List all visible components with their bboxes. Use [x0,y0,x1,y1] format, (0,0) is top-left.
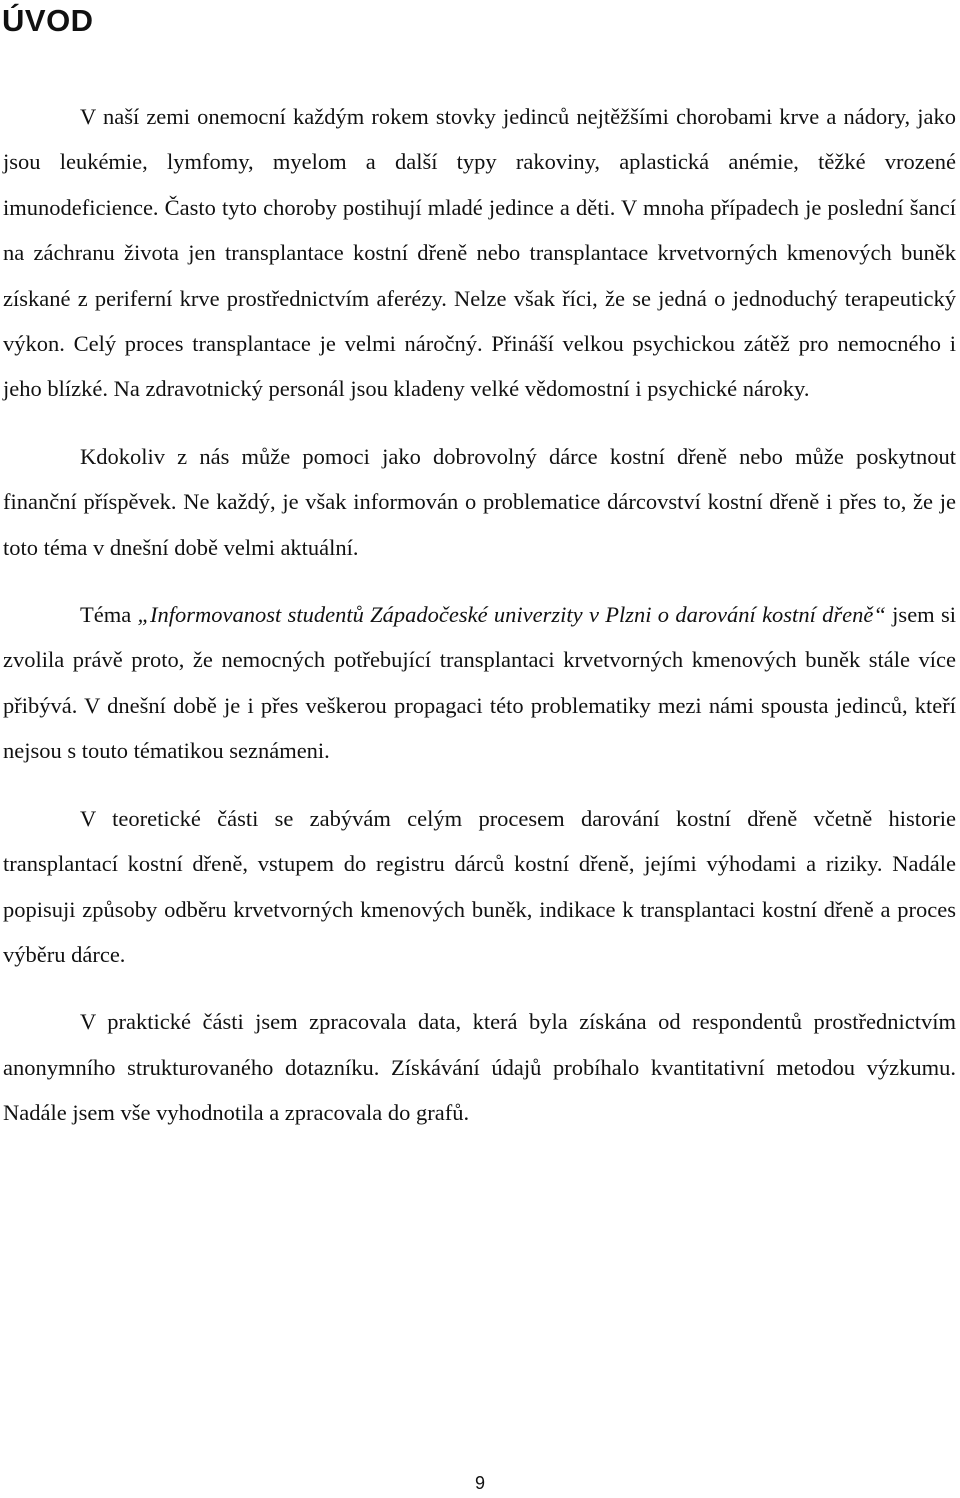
paragraph-topic [3,592,956,774]
section-heading: ÚVOD [2,3,94,38]
thesis-title: „Informovanost studentů Západočeské univerzity v Plzni o darování kostní dřeně“ [137,602,886,628]
paragraph-theory: V teoretické části se zabývám celým procesem darování kostní dřeně včetně historie transplantací kostní dřeně, vstupem do registru dárců kostní dřeně, jejími výhodami a riziky. Nadále popisuji způsoby odběru krvetvorných kmenových buněk, indikace k transplantaci kostní dřeně a proces výběru dárce. [3,805,956,967]
body-text [3,94,956,1158]
topic-rest-text: jsem si zvolila právě proto, že nemocných potřebující transplantaci krvetvorných kmenových buněk stále více přibývá. V dnešní době je i přes veškerou propagaci této problematiky mezi námi spousta jedinců, kteří nejsou s touto tématikou seznámeni. [3,602,956,764]
paragraph-intro: V naší zemi onemocní každým rokem stovky jedinců nejtěžšími chorobami krve a nádory, jako jsou leukémie, lymfomy, myelom a další typy rakoviny, aplastická anémie, těžké vrozené imunodeficience. Často tyto choroby postihují mladé jedince a děti. V mnoha případech je poslední šancí na záchranu života jen transplantace kostní dřeně nebo transplantace krvetvorných kmenových buněk získané z periferní krve prostřednictvím aferézy. Nelze však říci, že se jedná o jednoduchý terapeutický výkon. Celý proces transplantace je velmi náročný. Přináší velkou psychickou zátěž pro nemocného i jeho blízké. Na zdravotnický personál jsou kladeny velké vědomostní i psychické nároky. [3,104,956,402]
page-number: 9 [474,1473,485,1493]
paragraph-donor: Kdokoliv z nás může pomoci jako dobrovolný dárce kostní dřeně nebo může poskytnout finanční příspěvek. Ne každý, je však informován o problematice dárcovství kostní dřeně i přes to, že je toto téma v dnešní době velmi aktuální. [3,443,956,560]
topic-lead-text: Téma [80,602,138,628]
paragraph-practice: V praktické části jsem zpracovala data, která byla získána od respondentů prostřednictvím anonymního strukturovaného dotazníku. Získávání údajů probíhalo kvantitativní metodou výzkumu. Nadále jsem vše vyhodnotila a zpracovala do grafů. [3,1009,956,1126]
